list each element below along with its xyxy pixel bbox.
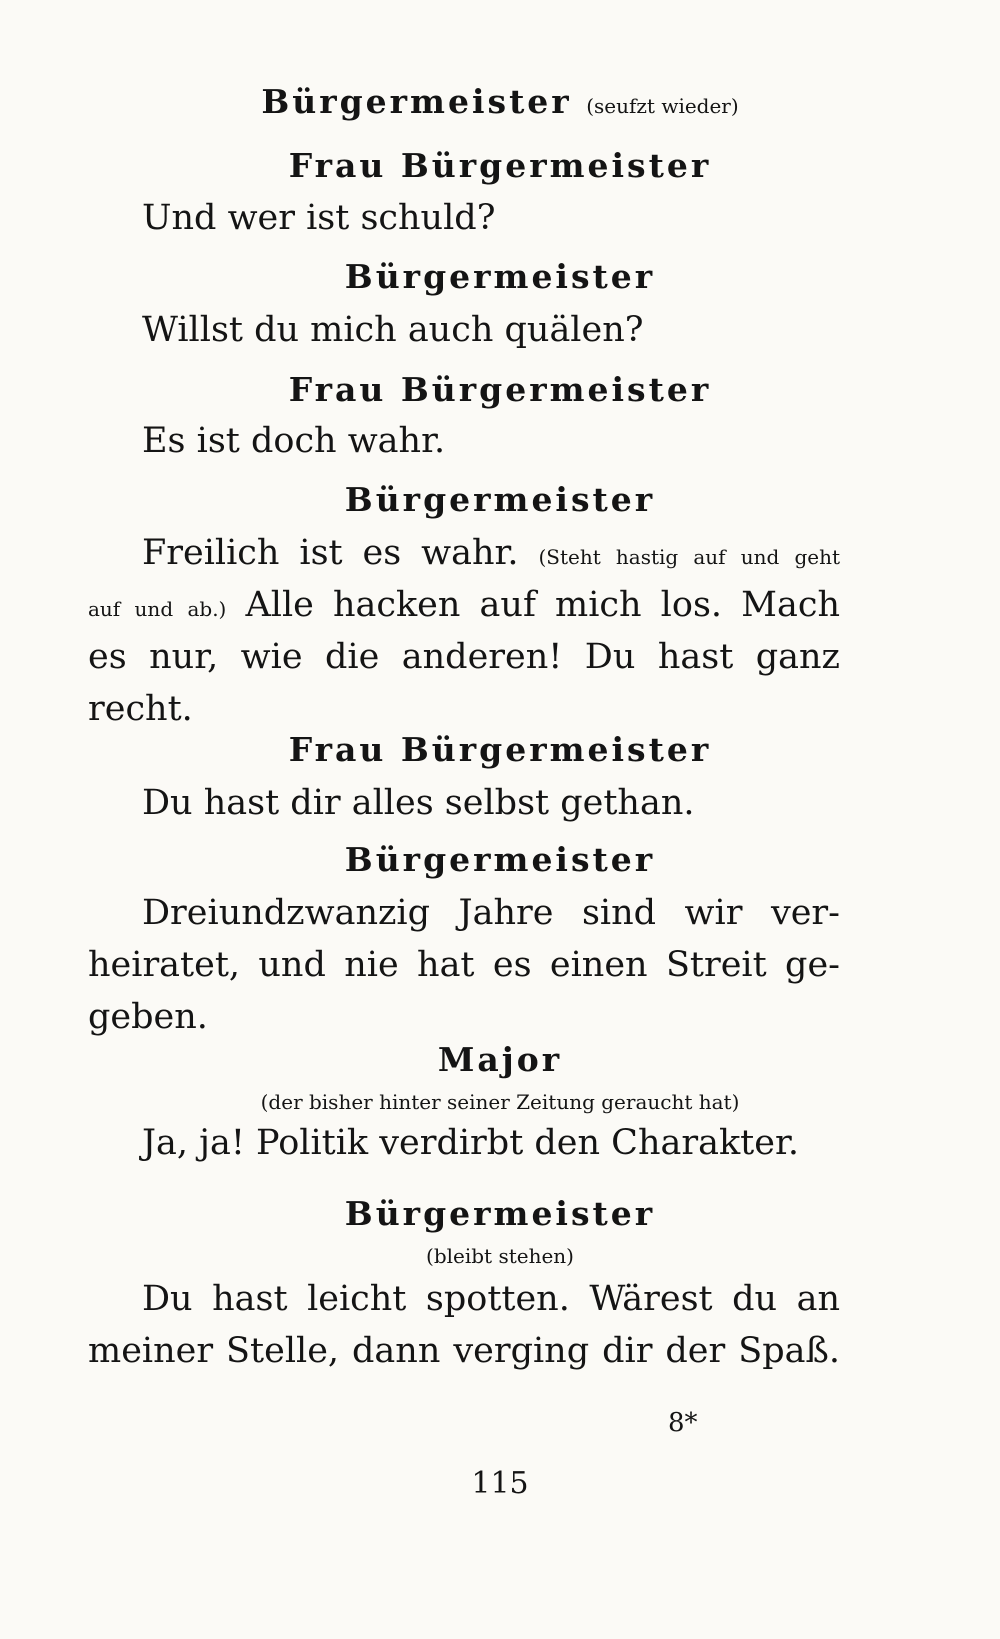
speaker-name: Frau Bürgermeister — [288, 730, 712, 769]
dialogue-line: Es ist doch wahr. — [142, 421, 446, 461]
speaker-name: Bürgermeister — [344, 840, 656, 879]
dialogue-line: Und wer ist schuld? — [142, 198, 496, 238]
speaker-label: Bürgermeister — [261, 82, 572, 121]
dialogue-line: Willst du mich auch quälen? — [142, 310, 644, 350]
dialogue-line: es nur, wie die anderen! Du hast ganz — [88, 637, 840, 677]
dialogue-line: Du hast dir alles selbst gethan. — [142, 783, 695, 823]
stage-direction: (seufzt wieder) — [586, 94, 739, 118]
dialogue-line: heiratet, und nie hat es einen Streit ge- — [88, 945, 840, 985]
stage-direction: (Steht hastig auf und geht — [538, 545, 840, 569]
stage-direction: auf und ab.) — [88, 597, 227, 621]
dialogue-line: meiner Stelle, dann verging dir der Spaß. — [88, 1331, 840, 1371]
page-number: 115 — [471, 1466, 529, 1501]
speaker-name: Major — [437, 1040, 563, 1079]
dialogue-line: Dreiundzwanzig Jahre sind wir ver- — [142, 893, 840, 933]
speaker-name: Bürgermeister — [344, 1194, 656, 1233]
stage-direction: (bleibt stehen) — [426, 1244, 574, 1268]
dialogue-line — [88, 582, 840, 632]
speaker-name: Frau Bürgermeister — [288, 370, 712, 409]
speaker-name: Bürgermeister — [344, 257, 656, 296]
dialogue-text: Alle hacken auf mich los. Mach — [226, 585, 840, 625]
dialogue-line: geben. — [88, 997, 208, 1037]
dialogue-line: Du hast leicht spotten. Wärest du an — [142, 1279, 840, 1319]
dialogue-line: recht. — [88, 689, 193, 729]
speaker-name — [0, 80, 1000, 128]
speaker-name: Bürgermeister — [344, 480, 656, 519]
stage-direction: (der bisher hinter seiner Zeitung geraucht hat) — [260, 1090, 740, 1114]
signature-mark: 8* — [668, 1408, 698, 1438]
dialogue-text: Freilich ist es wahr. — [142, 533, 539, 573]
dialogue-line: Ja, ja! Politik verdirbt den Charakter. — [142, 1123, 799, 1163]
speaker-name: Frau Bürgermeister — [288, 146, 712, 185]
dialogue-line — [142, 530, 840, 580]
